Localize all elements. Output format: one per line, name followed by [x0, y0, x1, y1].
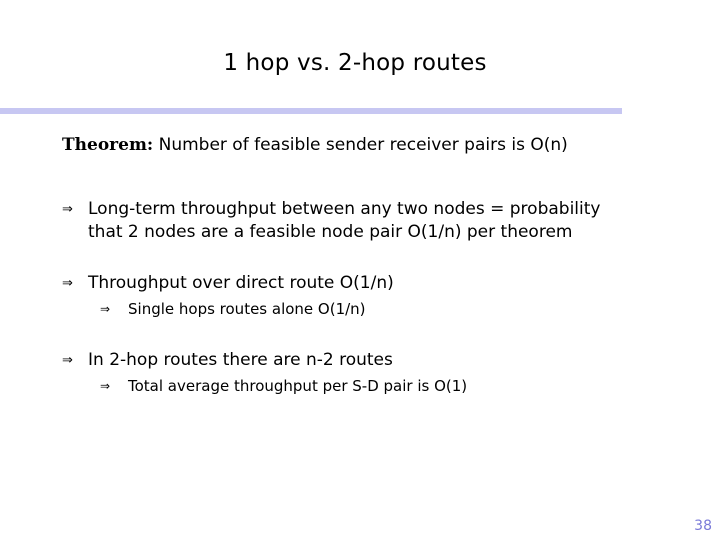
implies-arrow-icon: ⇒ — [62, 276, 73, 291]
bullet-3-sub-text: Total average throughput per S-D pair is O(1) — [128, 377, 468, 395]
title-underline — [0, 108, 622, 114]
implies-arrow-icon: ⇒ — [100, 302, 111, 316]
bullet-2-sub-text: Single hops routes alone O(1/n) — [128, 300, 366, 318]
theorem-text: Number of feasible sender receiver pairs is O(n) — [153, 135, 568, 155]
implies-arrow-icon: ⇒ — [100, 379, 111, 393]
bullet-2-line-1: Throughput over direct route O(1/n) — [88, 273, 394, 293]
theorem-label: Theorem: — [62, 135, 154, 155]
bullet-3-line-1: In 2-hop routes there are n-2 routes — [88, 350, 393, 370]
theorem-statement — [62, 135, 568, 155]
slide-title: 1 hop vs. 2-hop routes — [223, 50, 487, 76]
bullet-1-line-2: that 2 nodes are a feasible node pair O(1/n) per theorem — [88, 222, 573, 242]
bullet-1-line-1: Long-term throughput between any two nodes = probability — [88, 199, 601, 219]
implies-arrow-icon: ⇒ — [62, 353, 73, 368]
page-number: 38 — [694, 518, 712, 534]
implies-arrow-icon: ⇒ — [62, 202, 73, 217]
